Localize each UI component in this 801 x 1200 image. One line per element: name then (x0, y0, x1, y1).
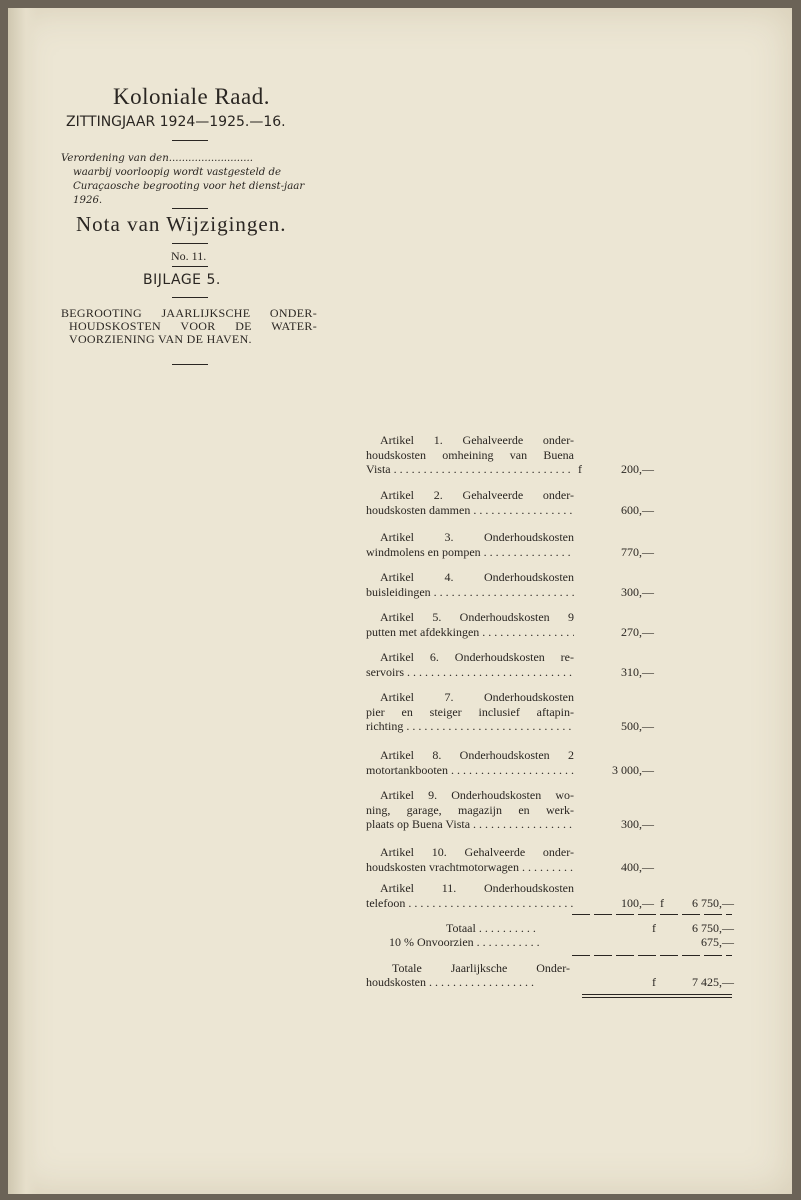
budget-item-text: putten met afdekkingen . . . (366, 625, 574, 639)
budget-item (366, 530, 574, 559)
budget-item-line: Artikel 9. Onderhoudskosten wo- (380, 788, 574, 802)
item-amount: 3 000,— (612, 762, 654, 777)
budget-item (366, 690, 574, 734)
item-amount: 310,— (621, 664, 654, 679)
page-spine-shadow (8, 8, 38, 1194)
grand-total-amount: 7 425,— (692, 975, 734, 989)
budget-item-line (366, 763, 574, 778)
budget-item-line: Artikel 6. Onderhoudskosten re- (380, 650, 574, 664)
budget-item-line: pier en steiger inclusief aftapin- (366, 704, 574, 719)
subtotal-amount: 6 750,— (692, 895, 734, 910)
budget-item-text: plaats op Buena Vista . . . (366, 817, 574, 831)
total-label-text: Totaal (446, 921, 476, 935)
budget-item-line (366, 860, 574, 875)
divider (172, 243, 208, 244)
budget-item-line (366, 625, 574, 640)
contingency-amount: 675,— (701, 935, 734, 949)
budget-item-text: houdskosten dammen . . . (366, 503, 574, 517)
budget-item-line: Artikel 8. Onderhoudskosten 2 (380, 748, 574, 762)
document-number: No. 11. (171, 249, 207, 263)
budget-heading-line: VOORZIENING VAN DE HAVEN. (69, 332, 252, 346)
item-amount: 200,— (621, 462, 654, 476)
budget-item-text: windmolens en pompen . . . (366, 545, 574, 559)
budget-item (366, 748, 574, 777)
budget-item-text: Vista . . . (366, 462, 574, 476)
budget-item-line: Artikel 1. Gehalveerde onder- (380, 433, 574, 447)
subtotal-rule (572, 914, 732, 915)
budget-item-text: telefoon . . . (366, 896, 574, 910)
budget-item-text: servoirs . . . (366, 665, 574, 679)
nota-heading: Nota van Wijzigingen. (76, 212, 287, 236)
budget-item (366, 845, 574, 874)
item-amount: 770,— (621, 544, 654, 559)
budget-item (366, 488, 574, 517)
contingency-label: 10 % Onvoorzien . . . . . . . . . . . (389, 935, 540, 949)
total-rule (572, 955, 732, 956)
divider (172, 140, 208, 141)
budget-item-line: Artikel 10. Gehalveerde onder- (380, 845, 574, 859)
ordinance-first-line: Verordening van den.......................... (61, 153, 253, 164)
item-amount: 500,— (621, 719, 654, 733)
budget-item-line: Artikel 3. Onderhoudskosten (380, 530, 574, 544)
budget-item-line: ning, garage, magazijn en werk- (366, 802, 574, 817)
total-amount: 6 750,— (692, 921, 734, 935)
budget-item-line: houdskosten omheining van Buena (366, 447, 574, 462)
budget-item-text: houdskosten vrachtmotorwagen . . . (366, 860, 574, 874)
item-amount: 100,— (621, 895, 654, 910)
budget-item-line (366, 545, 574, 560)
budget-item (366, 570, 574, 599)
total-label: Totaal . . . . . . . . . . (446, 921, 536, 935)
ordinance-description: waarbij voorloopig wordt vastgesteld de Curaçaosche begrooting voor het dienst-jaar 1926. (73, 167, 305, 206)
budget-item-line (366, 585, 574, 600)
budget-item-line: Artikel 4. Onderhoudskosten (380, 570, 574, 584)
budget-item-line (366, 817, 574, 832)
divider (172, 297, 208, 298)
ordinance-text (61, 152, 317, 208)
council-title: Koloniale Raad. (113, 84, 270, 109)
budget-item-text: motortankbooten . . . (366, 763, 574, 777)
item-currency: f (578, 462, 582, 476)
budget-item-line: Artikel 5. Onderhoudskosten 9 (380, 610, 574, 624)
double-rule-bottom (582, 997, 732, 998)
grand-total-label: houdskosten . . . . . . . . . . . . . . . . . . (366, 975, 534, 989)
budget-item-line (366, 896, 574, 911)
session-year: ZITTINGJAAR 1924—1925.—16. (66, 114, 286, 130)
budget-item-line: Artikel 11. Onderhoudskosten (380, 881, 574, 895)
budget-item (366, 650, 574, 679)
total-currency: f (652, 921, 656, 935)
grand-total-currency: f (652, 975, 656, 989)
divider (172, 208, 208, 209)
budget-item (366, 881, 574, 910)
grand-total-label-line2: houdskosten (366, 975, 426, 989)
budget-item-line (366, 503, 574, 518)
appendix-label: BIJLAGE 5. (143, 272, 221, 288)
budget-item-line (366, 665, 574, 680)
divider (172, 364, 208, 365)
grand-total-label-line1: Totale Jaarlijksche Onder- (392, 961, 570, 975)
budget-item-line (366, 719, 574, 734)
item-amount: 600,— (621, 502, 654, 517)
budget-heading (61, 307, 317, 346)
budget-heading-line: HOUDSKOSTEN VOOR DE WATER- (69, 319, 317, 333)
contingency-label-text: 10 % Onvoorzien (389, 935, 474, 949)
budget-heading-line: BEGROOTING JAARLIJKSCHE ONDER- (61, 306, 317, 320)
budget-item (366, 610, 574, 639)
budget-item-text: richting . . . (366, 719, 574, 733)
double-rule-top (582, 994, 732, 995)
divider (172, 266, 208, 267)
budget-item-text: buisleidingen . . . (366, 585, 574, 599)
item-amount: 300,— (621, 817, 654, 831)
item-amount: 400,— (621, 859, 654, 874)
item-amount: 300,— (621, 584, 654, 599)
budget-item (366, 433, 574, 477)
subtotal-currency: f (660, 895, 664, 910)
budget-item-line: Artikel 2. Gehalveerde onder- (380, 488, 574, 502)
budget-item-line: Artikel 7. Onderhoudskosten (380, 690, 574, 704)
budget-item (366, 788, 574, 832)
budget-item-line (366, 462, 574, 477)
item-amount: 270,— (621, 624, 654, 639)
